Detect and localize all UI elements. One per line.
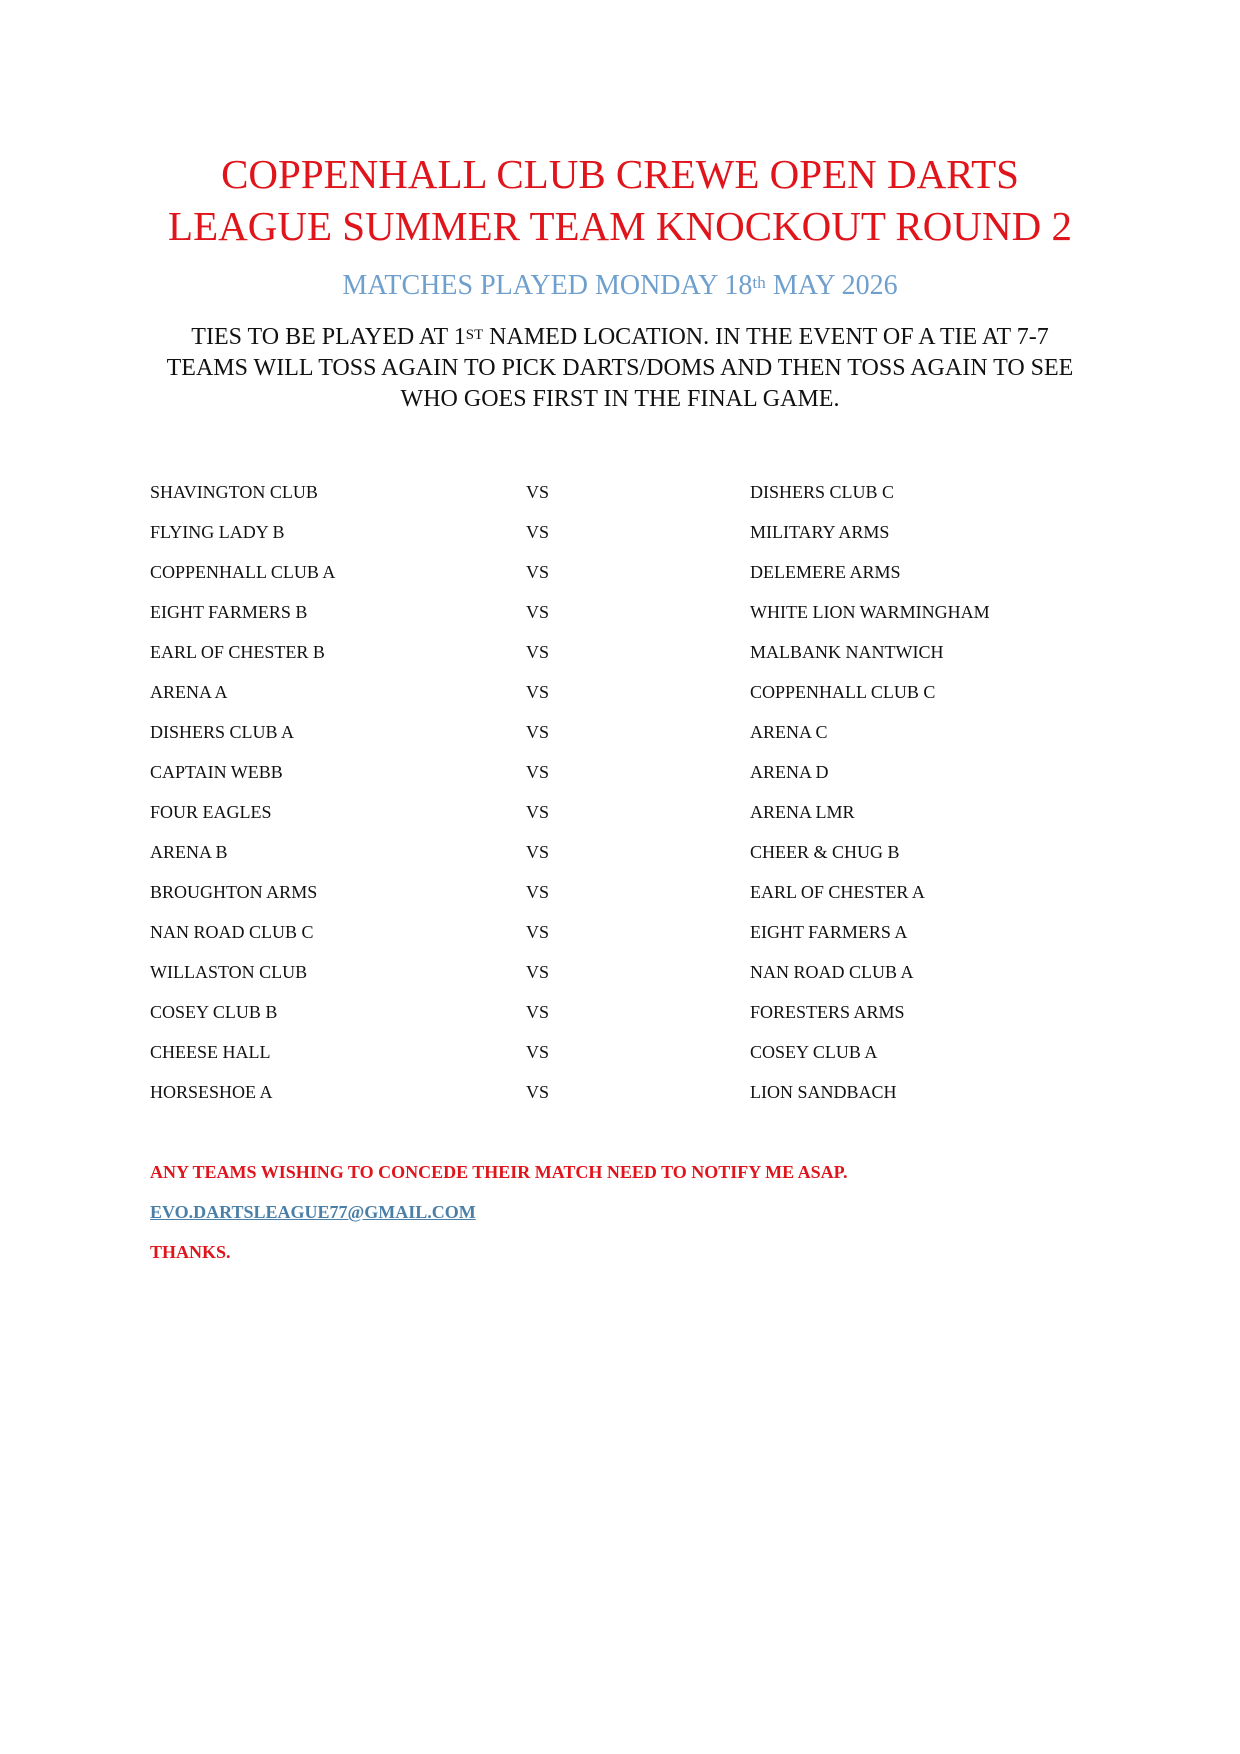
away-team: MALBANK NANTWICH [750,642,944,662]
versus-label: VS [526,1002,550,1022]
fixture-row [150,960,1050,1000]
away-team: EIGHT FARMERS A [750,922,908,942]
versus-label: VS [526,482,550,502]
home-team: NAN ROAD CLUB C [150,922,314,942]
home-team: HORSESHOE A [150,1082,273,1102]
title-line-2: LEAGUE SUMMER TEAM KNOCKOUT ROUND 2 [168,203,1072,249]
away-team: WHITE LION WARMINGHAM [750,602,990,622]
versus-label: VS [526,602,550,622]
fixture-list [150,480,1050,1120]
rules-text-start: TIES TO BE PLAYED AT 1 [191,324,466,350]
subtitle-text: MATCHES PLAYED MONDAY 18 [342,270,753,301]
fixture-row [150,920,1050,960]
home-team: BROUGHTON ARMS [150,882,318,902]
home-team: COSEY CLUB B [150,1002,278,1022]
page-title [0,148,1240,252]
versus-label: VS [526,562,550,582]
away-team: ARENA D [750,762,829,782]
thanks-text: THANKS. [150,1242,231,1262]
versus-label: VS [526,522,550,542]
away-team: COPPENHALL CLUB C [750,682,936,702]
rules-ordinal-suffix: ST [465,326,484,343]
home-team: CAPTAIN WEBB [150,762,283,782]
fixture-row [150,640,1050,680]
home-team: FLYING LADY B [150,522,285,542]
away-team: DELEMERE ARMS [750,562,901,582]
versus-label: VS [526,762,550,782]
home-team: EIGHT FARMERS B [150,602,308,622]
title-line-1: COPPENHALL CLUB CREWE OPEN DARTS [221,151,1019,197]
fixture-row [150,840,1050,880]
away-team: ARENA C [750,722,828,742]
fixture-row [150,720,1050,760]
home-team: CHEESE HALL [150,1042,271,1062]
home-team: WILLASTON CLUB [150,962,308,982]
versus-label: VS [526,642,550,662]
fixture-row [150,880,1050,920]
home-team: EARL OF CHESTER B [150,642,325,662]
away-team: CHEER & CHUG B [750,842,900,862]
fixture-row [150,520,1050,560]
match-date-subtitle [0,268,1240,304]
contact-email-link[interactable]: EVO.DARTSLEAGUE77@GMAIL.COM [150,1202,476,1222]
home-team: DISHERS CLUB A [150,722,295,742]
fixture-row [150,800,1050,840]
versus-label: VS [526,1042,550,1062]
home-team: ARENA A [150,682,228,702]
versus-label: VS [526,1082,550,1102]
date-ordinal-suffix: th [752,272,766,292]
home-team: ARENA B [150,842,228,862]
versus-label: VS [526,882,550,902]
away-team: MILITARY ARMS [750,522,890,542]
tie-rules-paragraph [150,322,1090,415]
fixture-row [150,1040,1050,1080]
rules-text-end: NAMED LOCATION. IN THE EVENT OF A TIE AT 7-7 TEAMS WILL TOSS AGAIN TO PICK DARTS/DOMS AND THEN TOSS AGAIN TO SEE WHO GOES FIRST IN THE FINAL GAME. [166,324,1074,412]
subtitle-text-end: MAY 2026 [765,270,898,301]
home-team: FOUR EAGLES [150,802,272,822]
versus-label: VS [526,842,550,862]
away-team: FORESTERS ARMS [750,1002,905,1022]
fixture-row [150,480,1050,520]
fixture-row [150,1080,1050,1120]
home-team: COPPENHALL CLUB A [150,562,336,582]
fixture-row [150,760,1050,800]
away-team: EARL OF CHESTER A [750,882,925,902]
fixture-row [150,560,1050,600]
away-team: LION SANDBACH [750,1082,897,1102]
concede-notice: ANY TEAMS WISHING TO CONCEDE THEIR MATCH NEED TO NOTIFY ME ASAP. [150,1162,848,1182]
fixture-row [150,680,1050,720]
fixture-row [150,600,1050,640]
versus-label: VS [526,722,550,742]
versus-label: VS [526,962,550,982]
away-team: ARENA LMR [750,802,855,822]
away-team: NAN ROAD CLUB A [750,962,914,982]
away-team: COSEY CLUB A [750,1042,878,1062]
versus-label: VS [526,922,550,942]
fixture-row [150,1000,1050,1040]
away-team: DISHERS CLUB C [750,482,895,502]
versus-label: VS [526,682,550,702]
home-team: SHAVINGTON CLUB [150,482,318,502]
versus-label: VS [526,802,550,822]
